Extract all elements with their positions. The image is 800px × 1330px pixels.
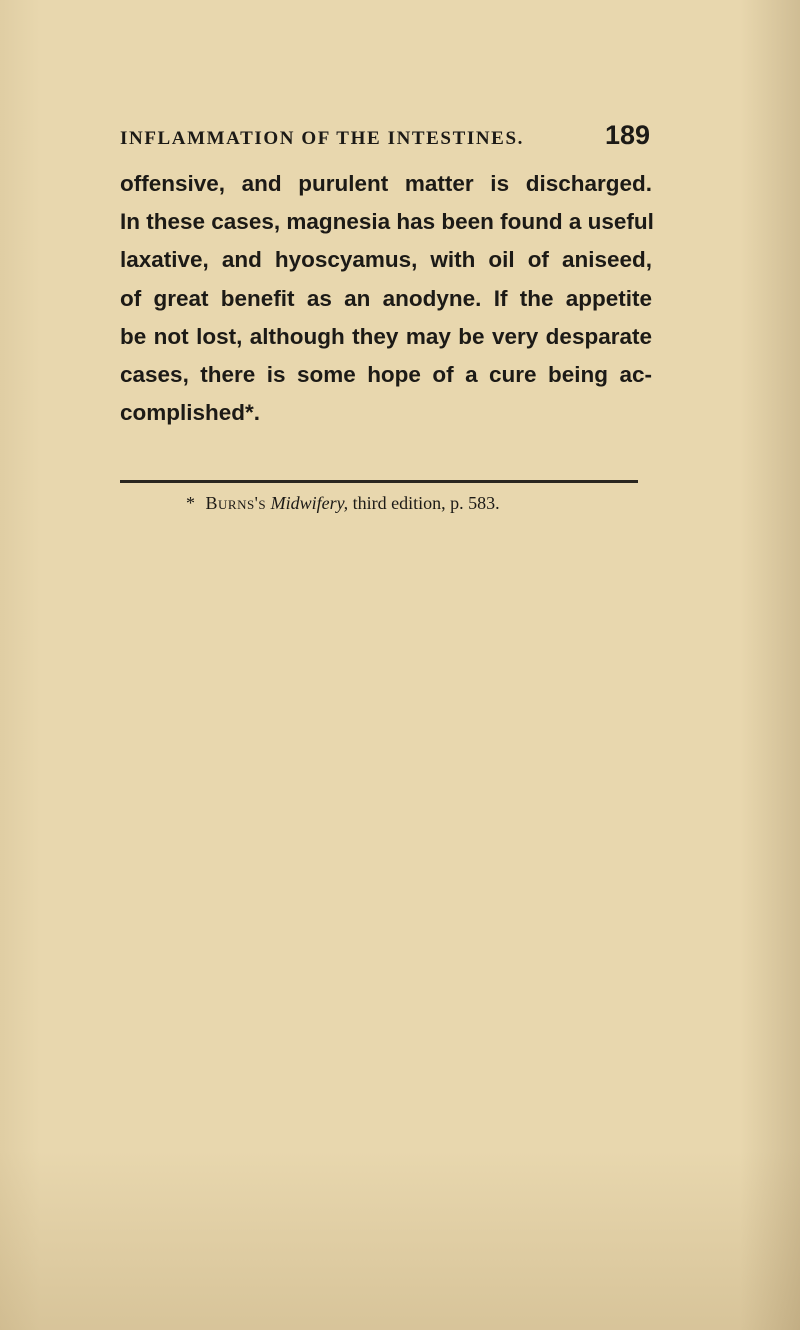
footnote [186, 493, 500, 514]
text-line: offensive, and purulent matter is discharged. [120, 171, 652, 196]
running-head [120, 120, 650, 154]
text-line: complished*. [120, 400, 261, 426]
text-line: cases, there is some hope of a cure being ac- [120, 362, 652, 388]
text-line: be not lost, although they may be very desparate [120, 323, 652, 349]
footnote-rest: third edition, p. 583. [352, 493, 500, 513]
footnote-work: Midwifery, [270, 493, 349, 513]
footnote-author: Burns's [205, 493, 267, 513]
page-number: 189 [604, 120, 650, 150]
footnote-mark: * [186, 493, 195, 513]
text-line: laxative, and hyoscyamus, with oil of aniseed, [120, 247, 652, 273]
footnote-rule [120, 480, 638, 483]
text-line: of great benefit as an anodyne. If the appetite [120, 285, 652, 311]
text-line: In these cases, magnesia has been found a useful [120, 209, 654, 235]
running-title: INFLAMMATION OF THE INTESTINES. [120, 128, 524, 149]
body-paragraph [120, 165, 652, 432]
